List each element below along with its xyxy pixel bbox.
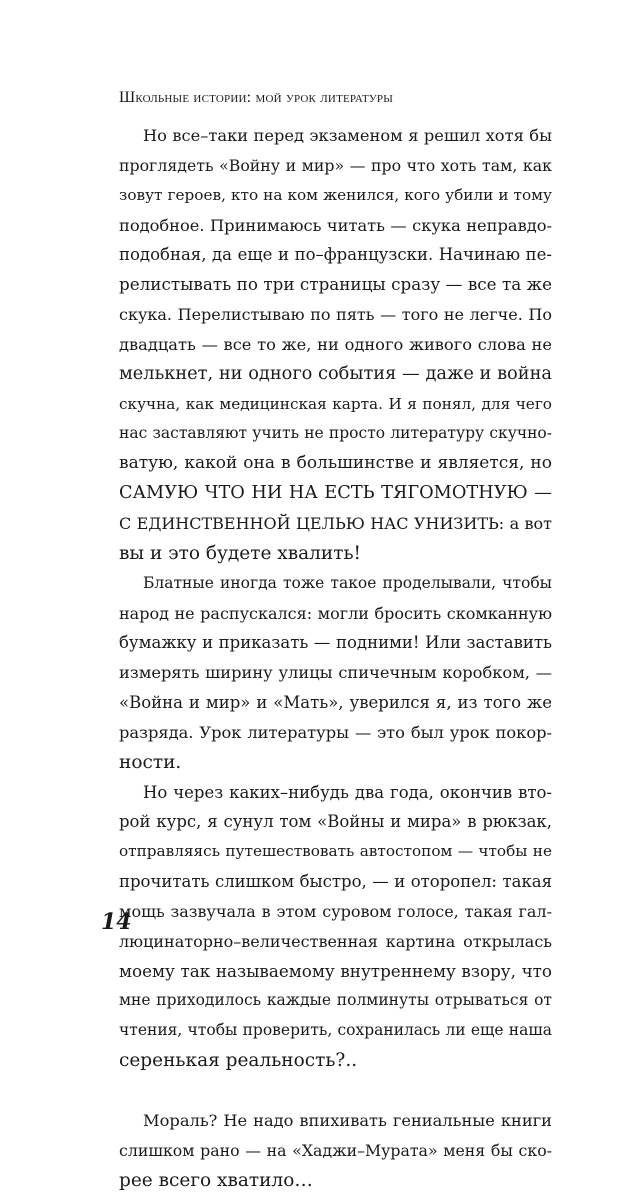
- text-line: релистывать по три страницы сразу — все та же: [119, 274, 552, 295]
- page-number: 14: [101, 909, 132, 935]
- text-line: отправляясь путешествовать автостопом — чтобы не: [119, 842, 552, 861]
- text-line: чтения, чтобы проверить, сохранилась ли еще наша: [119, 1021, 552, 1040]
- text-line: бумажку и приказать — подними! Или заставить: [119, 633, 552, 653]
- text-line: народ не распускался: могли бросить скомканную: [119, 603, 552, 623]
- text-line: рее всего хватило…: [119, 1169, 313, 1191]
- text-line: серенькая реальность?..: [119, 1050, 358, 1072]
- text-line: слишком рано — на «Хаджи–Мурата» меня бы ско-: [119, 1140, 552, 1160]
- text-line: мощь зазвучала в этом суровом голосе, такая гал-: [119, 901, 552, 921]
- body-text: [119, 121, 552, 1196]
- text-line: ности.: [119, 751, 182, 773]
- text-line: двадцать — все то же, ни одного живого слова не: [119, 334, 552, 354]
- text-line: нас заставляют учить не просто литературу скучно-: [119, 424, 552, 443]
- text-line: мне приходилось каждые полминуты отрываться от: [119, 991, 552, 1010]
- text-line: подобная, да еще и по–французски. Начинаю пе-: [119, 245, 552, 265]
- text-line: мелькнет, ни одного события — даже и война: [119, 363, 552, 384]
- text-line: зовут героев, кто на ком женился, кого убили и тому: [119, 185, 552, 204]
- text-line: скучна, как медицинская карта. И я понял, для чего: [119, 394, 552, 413]
- running-header: Школьные истории: мой урок литературы: [119, 89, 394, 106]
- text-line: рой курс, я сунул том «Войны и мира» в рюкзак,: [119, 812, 552, 832]
- text-line: проглядеть «Войну и мир» — про что хоть там, как: [119, 155, 552, 175]
- text-line: САМУЮ ЧТО НИ НА ЕСТЬ ТЯГОМОТНУЮ —: [119, 483, 552, 504]
- text-line: разряда. Урок литературы — это был урок покор-: [119, 722, 552, 742]
- text-line: моему так называемому внутреннему взору, что: [119, 960, 552, 981]
- text-line: ватую, какой она в большинстве и является, но: [119, 453, 552, 474]
- text-line: прочитать слишком быстро, — и оторопел: такая: [119, 872, 552, 892]
- text-line: Мораль? Не надо впихивать гениальные книги: [143, 1111, 552, 1130]
- text-line: Блатные иногда тоже такое проделывали, чтобы: [143, 573, 552, 592]
- text-line: подобное. Принимаюсь читать — скука неправдо-: [119, 215, 552, 235]
- text-line: измерять ширину улицы спичечным коробком, —: [119, 663, 552, 683]
- text-line: Но все–таки перед экзаменом я решил хотя бы: [143, 126, 552, 145]
- text-line: люцинаторно–величественная картина открылась: [119, 931, 552, 951]
- text-line: вы и это будете хвалить!: [119, 542, 361, 564]
- text-line: Но через каких–нибудь два года, окончив вто-: [143, 782, 552, 802]
- text-line: скука. Перелистываю по пять — того не легче. По: [119, 305, 552, 325]
- text-line: С ЕДИНСТВЕННОЙ ЦЕЛЬЮ НАС УНИЗИТЬ: а вот: [119, 513, 552, 533]
- text-line: «Война и мир» и «Мать», уверился я, из того же: [119, 693, 552, 713]
